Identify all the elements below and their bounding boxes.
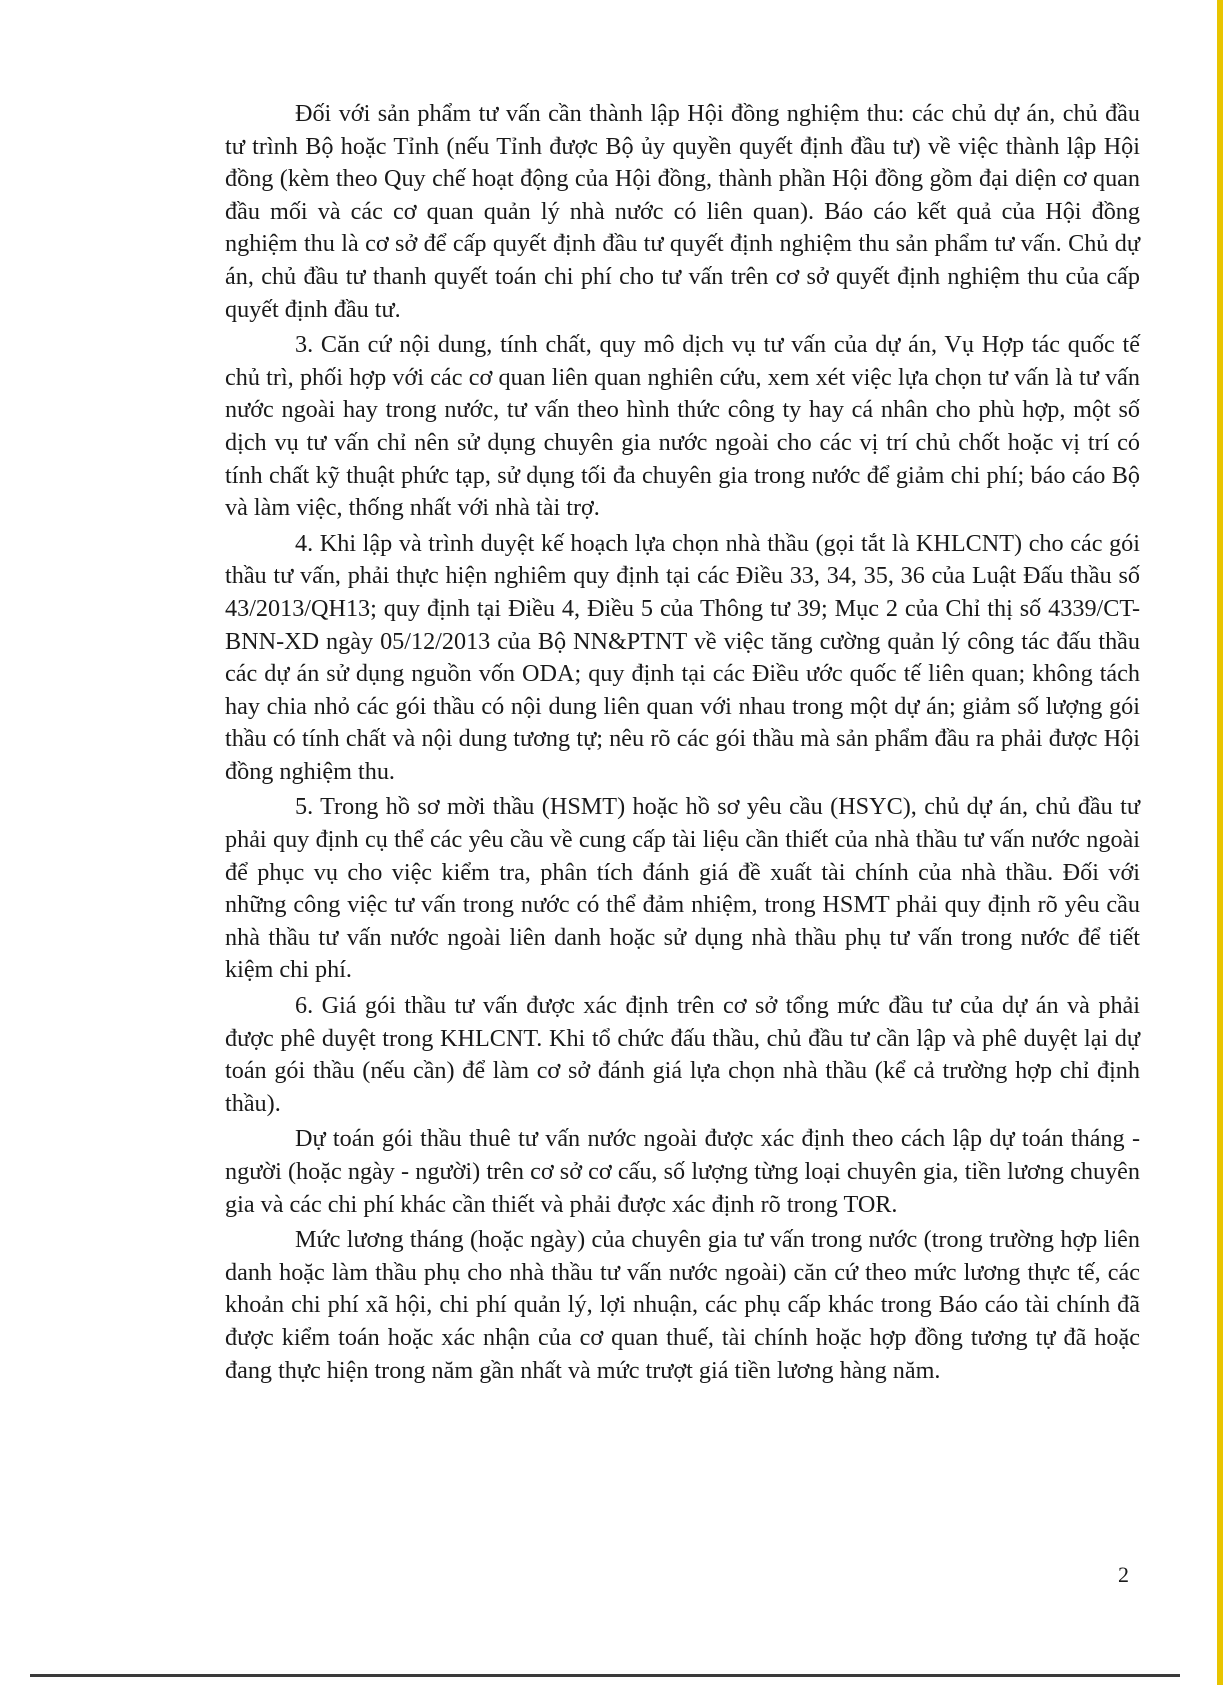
footer-rule (30, 1674, 1180, 1677)
scan-edge-strip (1217, 0, 1223, 1685)
page-number: 2 (1118, 1562, 1129, 1587)
paragraph-item-4: 4. Khi lập và trình duyệt kế hoạch lựa chọn nhà thầu (gọi tắt là KHLCNT) cho các gói thầu tư vấn, phải thực hiện nghiêm quy định tại các Điều 33, 34, 35, 36 của Luật Đấu thầu số 43/2013/QH13; quy định tại Điều 4, Điều 5 của Thông tư 39; Mục 2 của Chỉ thị số 4339/CT-BNN-XD ngày 05/12/2013 của Bộ NN&PTNT về việc tăng cường quản lý công tác đấu thầu các dự án sử dụng nguồn vốn ODA; quy định tại các Điều ước quốc tế liên quan; không tách hay chia nhỏ các gói thầu có nội dung liên quan với nhau trong một dự án; giảm số lượng gói thầu có tính chất và nội dung tương tự; nêu rõ các gói thầu mà sản phẩm đầu ra phải được Hội đồng nghiệm thu. (225, 529, 1140, 785)
paragraph-item-5: 5. Trong hồ sơ mời thầu (HSMT) hoặc hồ sơ yêu cầu (HSYC), chủ dự án, chủ đầu tư phải quy định cụ thể các yêu cầu về cung cấp tài liệu cần thiết của nhà thầu tư vấn nước ngoài để phục vụ cho việc kiểm tra, phân tích đánh giá đề xuất tài chính của nhà thầu. Đối với những công việc tư vấn trong nước có thể đảm nhiệm, trong HSMT phải quy định rõ yêu cầu nhà thầu tư vấn nước ngoài liên danh hoặc sử dụng nhà thầu phụ tư vấn trong nước để tiết kiệm chi phí. (225, 793, 1140, 984)
paragraph-item-3: 3. Căn cứ nội dung, tính chất, quy mô dịch vụ tư vấn của dự án, Vụ Hợp tác quốc tế chủ trì, phối hợp với các cơ quan liên quan nghiên cứu, xem xét việc lựa chọn tư vấn là tư vấn nước ngoài hay trong nước, tư vấn theo hình thức công ty hay cá nhân cho phù hợp, một số dịch vụ tư vấn chỉ nên sử dụng chuyên gia nước ngoài cho các vị trí chủ chốt hoặc vị trí có tính chất kỹ thuật phức tạp, sử dụng tối đa chuyên gia trong nước để giảm chi phí; báo cáo Bộ và làm việc, thống nhất với nhà tài trợ. (225, 331, 1140, 522)
paragraph-domestic-salary: Mức lương tháng (hoặc ngày) của chuyên gia tư vấn trong nước (trong trường hợp liên danh hoặc làm thầu phụ cho nhà thầu tư vấn nước ngoài) căn cứ theo mức lương thực tế, các khoản chi phí xã hội, chi phí quản lý, lợi nhuận, các phụ cấp khác trong Báo cáo tài chính đã được kiểm toán hoặc xác nhận của cơ quan thuế, tài chính hoặc hợp đồng tương tự đã hoặc đang thực hiện trong năm gần nhất và mức trượt giá tiền lương hàng năm. (225, 1226, 1140, 1384)
paragraph-acceptance-council: Đối với sản phẩm tư vấn cần thành lập Hội đồng nghiệm thu: các chủ dự án, chủ đầu tư trình Bộ hoặc Tỉnh (nếu Tỉnh được Bộ ủy quyền quyết định đầu tư) về việc thành lập Hội đồng (kèm theo Quy chế hoạt động của Hội đồng, thành phần Hội đồng gồm đại diện cơ quan đầu mối và các cơ quan quản lý nhà nước có liên quan). Báo cáo kết quả của Hội đồng nghiệm thu là cơ sở để cấp quyết định đầu tư quyết định nghiệm thu sản phẩm tư vấn. Chủ dự án, chủ đầu tư thanh quyết toán chi phí cho tư vấn trên cơ sở quyết định nghiệm thu của cấp quyết định đầu tư. (225, 100, 1140, 323)
paragraph-foreign-consultant-estimate: Dự toán gói thầu thuê tư vấn nước ngoài được xác định theo cách lập dự toán tháng - người (hoặc ngày - người) trên cơ sở cơ cấu, số lượng từng loại chuyên gia, tiền lương chuyên gia và các chi phí khác cần thiết và phải được xác định rõ trong TOR. (225, 1125, 1140, 1218)
paragraph-item-6: 6. Giá gói thầu tư vấn được xác định trên cơ sở tổng mức đầu tư của dự án và phải được phê duyệt trong KHLCNT. Khi tổ chức đấu thầu, chủ đầu tư cần lập và phê duyệt lại dự toán gói thầu (nếu cần) để làm cơ sở đánh giá lựa chọn nhà thầu (kể cả trường hợp chỉ định thầu). (225, 992, 1140, 1117)
document-body (225, 98, 1140, 1390)
